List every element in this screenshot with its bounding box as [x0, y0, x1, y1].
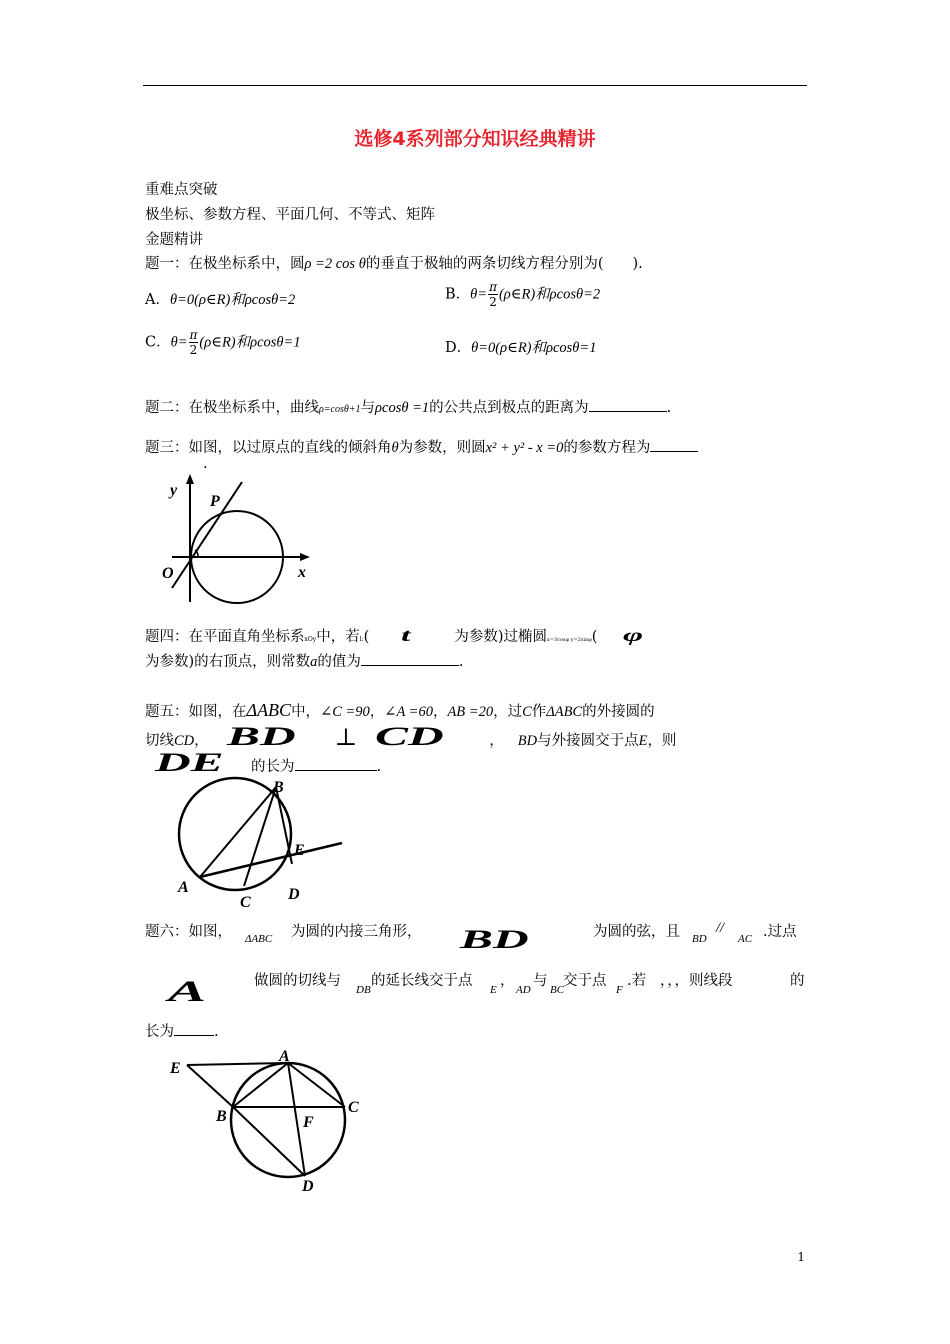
label-f: F — [303, 1114, 314, 1131]
q3-figure — [150, 470, 325, 610]
q1-option-d: D．θ=0(ρ∈R)和ρcosθ=1 — [445, 340, 597, 356]
answer-blank — [589, 399, 667, 412]
page-number: 1 — [797, 1250, 805, 1264]
q1-option-a: A．θ=0(ρ∈R)和ρcosθ=2 — [145, 292, 296, 308]
q1-formula: ρ =2 cos θ — [304, 256, 366, 272]
question-5: 题五：如图，在ΔABC中，∠C =90，∠A =60，AB =20，过C作ΔABC的外接圆的 — [145, 700, 655, 720]
q1-option-b: B．θ= $\frac{\pi}{2}$ (ρ∈R)和ρcosθ=2 — [445, 280, 601, 309]
question-1: 题一：在极坐标系中，圆ρ =2 cos θ的垂直于极轴的两条切线方程分别为( ). — [145, 256, 643, 272]
section-heading: 金题精讲 — [145, 232, 203, 248]
q5-big-cd: CD — [375, 722, 444, 751]
o-label: O — [162, 565, 174, 582]
label-b: B — [216, 1108, 227, 1125]
segment-bc — [244, 787, 276, 886]
answer-blank — [174, 1023, 214, 1036]
answer-blank — [361, 653, 459, 666]
q1-option-c: C．θ= $\frac{\pi}{2}$ (ρ∈R)和ρcosθ=1 — [145, 328, 301, 357]
p-label: P — [210, 493, 220, 510]
tangent-line — [200, 843, 342, 877]
x-label: x — [298, 564, 306, 581]
answer-blank — [650, 439, 698, 452]
label-e: E — [170, 1060, 181, 1077]
q5-big-de: DE — [155, 748, 224, 777]
y-axis-arrow — [186, 474, 194, 484]
label-e: E — [294, 842, 305, 859]
q6-big-a: A — [168, 975, 207, 1008]
fraction: $\frac{\pi}{2}$ — [189, 328, 198, 357]
page-title: 选修4系列部分知识经典精讲 — [354, 128, 596, 150]
question-6: 题六：如图， — [145, 924, 232, 940]
fraction: $\frac{\pi}{2}$ — [489, 280, 497, 309]
question-3: 题三：如图，以过原点的直线的倾斜角θ为参数，则圆x² + y² - x =0的参数方程为 — [145, 436, 698, 457]
label-c: C — [240, 894, 251, 911]
q6-figure — [165, 1045, 370, 1200]
segment-eb — [187, 1065, 233, 1107]
header-rule — [143, 85, 807, 86]
topics-line: 极坐标、参数方程、平面几何、不等式、矩阵 — [145, 207, 435, 223]
label-b: B — [273, 779, 284, 796]
section-heading: 重难点突破 — [145, 182, 218, 198]
question-4-cont: 为参数)的右顶点，则常数a的值为 . — [145, 654, 464, 670]
question-4: 题四：在平面直角坐标系xOy中，若l:( t 为参数)过椭圆x=3cosφ y=2sinφ( φ — [145, 625, 644, 645]
label-a: A — [178, 879, 189, 896]
x-axis-arrow — [300, 553, 310, 561]
label-d: D — [302, 1178, 314, 1195]
segment-ab — [200, 787, 276, 877]
segment-bd — [233, 1107, 305, 1176]
q5-figure — [170, 775, 350, 915]
question-2: 题二：在极坐标系中，曲线ρ=cosθ+1与ρcosθ =1的公共点到极点的距离为 . — [145, 400, 672, 416]
label-d: D — [288, 886, 300, 903]
label-c: C — [348, 1099, 359, 1116]
question-5-line2: 切线CD， BD ⊥ CD ， BD与外接圆交于点E，则 — [145, 722, 677, 751]
q5-big-bd: BD — [226, 722, 296, 751]
label-a: A — [279, 1048, 290, 1065]
question-6-line3: 长为 . — [145, 1024, 219, 1040]
line-through-origin — [172, 482, 242, 588]
answer-blank — [295, 758, 377, 771]
q4-param-phi: φ — [623, 625, 644, 645]
q6-big-bd: BD — [460, 925, 529, 954]
q4-param-t: t — [401, 625, 411, 645]
question-5-line3: DE 的长为 . — [155, 748, 382, 777]
y-label: y — [170, 482, 178, 499]
